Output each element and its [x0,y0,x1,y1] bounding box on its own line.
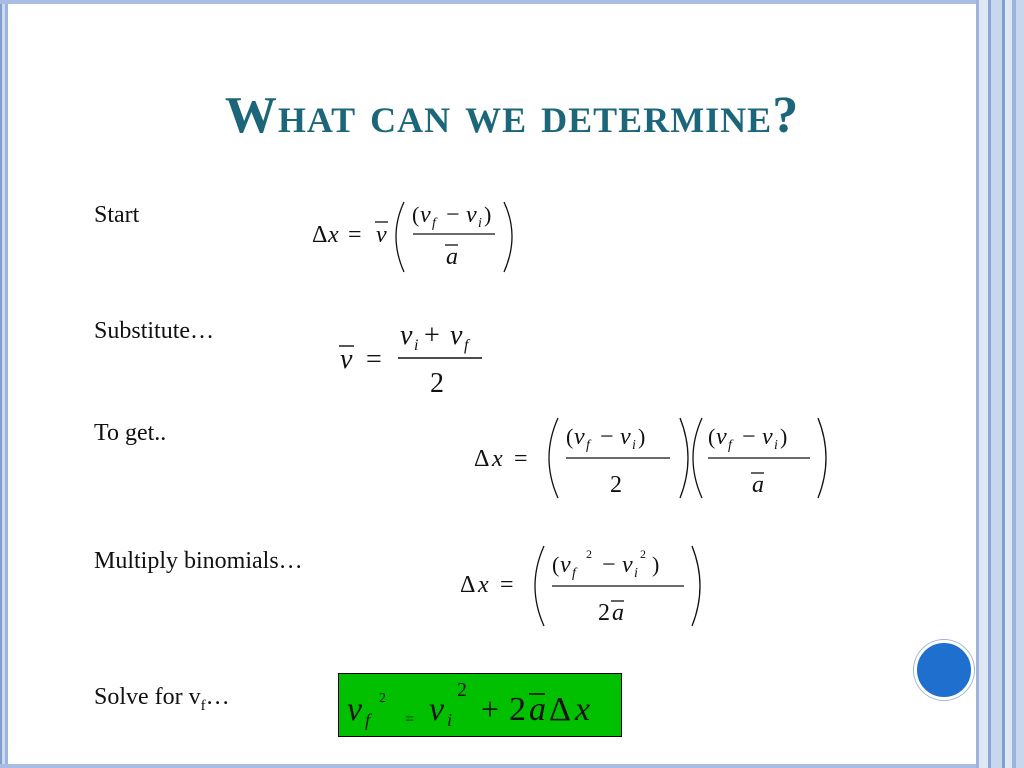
equation-get [470,410,840,505]
svg-text:f: f [572,566,576,581]
svg-text:(: ( [412,202,420,227]
slide-frame-bottom [0,764,980,768]
slide-title: What can we determine? [224,87,800,144]
row-label-multiply: Multiply binomials… [94,548,303,574]
svg-text:x: x [492,446,503,472]
svg-text:(: ( [566,424,574,449]
svg-text:v: v [450,320,463,351]
svg-text:v: v [400,320,413,351]
svg-text:−: − [602,552,616,578]
svg-text:+: + [424,320,440,351]
svg-text:): ) [638,424,646,449]
svg-text:v: v [429,691,445,728]
svg-text:(: ( [552,552,560,577]
svg-text:=: = [405,711,415,728]
row-label-substitute: Substitute… [94,318,215,344]
svg-text:v: v [716,424,727,450]
svg-text:f: f [728,438,732,453]
svg-text:v: v [347,691,363,728]
svg-text:=: = [366,344,382,375]
row-label-get: To get.. [94,420,167,446]
svg-text:i: i [478,216,482,231]
equation-multiply [456,540,716,635]
svg-text:2: 2 [457,679,467,701]
svg-text:x: x [575,691,591,728]
svg-text:f: f [365,710,371,730]
slide-frame-top [0,0,980,4]
svg-text:Δ: Δ [460,572,476,598]
svg-text:−: − [742,424,756,450]
svg-text:2: 2 [379,691,386,706]
svg-text:v: v [420,202,431,228]
svg-text:x: x [478,572,489,598]
svg-text:(: ( [708,424,716,449]
svg-text:): ) [780,424,788,449]
svg-text:v: v [466,202,477,228]
svg-text:v: v [620,424,631,450]
svg-text:v: v [340,344,353,375]
svg-text:f: f [586,438,590,453]
svg-text:2: 2 [640,547,646,561]
svg-text:2: 2 [610,472,622,498]
svg-text:i: i [414,337,419,354]
svg-text:a: a [752,472,764,498]
svg-text:2: 2 [598,600,610,626]
svg-text:−: − [446,202,460,228]
svg-text:f: f [432,216,436,231]
svg-text:v: v [376,222,387,248]
svg-text:2: 2 [430,368,444,399]
equation-solve [339,674,623,738]
svg-text:v: v [574,424,585,450]
decorative-circle [914,640,974,700]
svg-text:i: i [634,566,638,581]
equation-start [300,190,540,280]
svg-text:v: v [622,552,633,578]
svg-text:i: i [632,438,636,453]
svg-text:): ) [484,202,492,227]
svg-text:2: 2 [586,547,592,561]
final-equation-box [338,673,622,737]
equation-substitute [330,310,500,400]
svg-text:a: a [446,244,458,270]
svg-text:v: v [762,424,773,450]
svg-text:f: f [464,337,469,354]
row-label-solve: Solve for $v_f\dots$ [94,684,230,714]
svg-text:i: i [447,710,453,730]
svg-text:=: = [514,446,528,472]
svg-text:Δ: Δ [312,222,328,248]
svg-text:Δ: Δ [474,446,490,472]
svg-text:): ) [652,552,660,577]
svg-text:v: v [560,552,571,578]
svg-text:2: 2 [509,691,526,728]
row-label-start: Start [94,202,140,228]
svg-text:x: x [328,222,339,248]
svg-text:=: = [348,222,362,248]
svg-text:=: = [500,572,514,598]
svg-text:−: − [600,424,614,450]
svg-text:a: a [529,691,546,728]
svg-text:i: i [774,438,778,453]
svg-text:Δ: Δ [549,691,571,728]
svg-text:a: a [612,600,624,626]
svg-text:+: + [481,691,500,727]
